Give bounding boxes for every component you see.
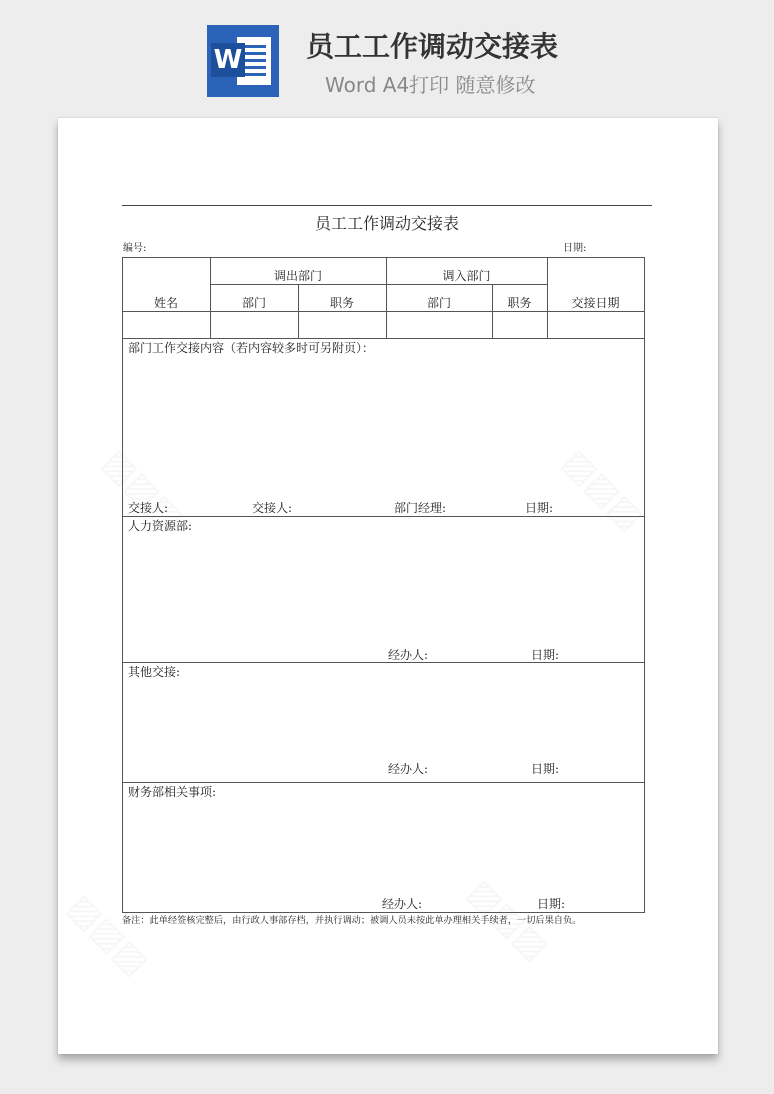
dept-handover-heading: 部门工作交接内容（若内容较多时可另附页）： — [128, 341, 375, 355]
other-heading: 其他交接: — [128, 665, 181, 679]
other-handler-label: 经办人: — [388, 762, 429, 776]
header-in-dept: 调入部门 — [442, 269, 491, 283]
header-name: 姓名 — [153, 296, 178, 310]
finance-handler-label: 经办人: — [382, 897, 423, 911]
header-in-dept-dept: 部门 — [426, 296, 451, 310]
grid-line — [122, 782, 645, 783]
number-label: 编号: — [123, 243, 147, 254]
in-position-input-cell[interactable] — [493, 312, 547, 338]
banner-title: 员工工作调动交接表 — [306, 30, 559, 63]
finance-heading: 财务部相关事项: — [128, 785, 217, 799]
in-dept-input-cell[interactable] — [387, 312, 492, 338]
finance-date-label: 日期: — [537, 897, 566, 911]
grid-line — [122, 516, 645, 517]
dept-manager-label: 部门经理: — [394, 501, 447, 515]
header-handover-date: 交接日期 — [571, 296, 620, 310]
header-out-dept-dept: 部门 — [241, 296, 266, 310]
hr-date-label: 日期: — [531, 648, 560, 662]
header-out-dept-position: 职务 — [329, 296, 354, 310]
out-dept-input-cell[interactable] — [211, 312, 298, 338]
handover-date-input-cell[interactable] — [548, 312, 644, 338]
other-date-label: 日期: — [531, 762, 560, 776]
handover-person-1-label: 交接人: — [128, 501, 169, 515]
date-label: 日期: — [563, 243, 587, 254]
footnote: 备注：此单经签核完整后，由行政人事部存档，并执行调动；被调人员未按此单办理相关手续者，一切后果自负。 — [122, 915, 582, 926]
word-logo-icon — [207, 25, 279, 97]
handover-person-2-label: 交接人: — [252, 501, 293, 515]
header-out-dept: 调出部门 — [273, 269, 322, 283]
hr-heading: 人力资源部: — [128, 519, 193, 533]
top-rule — [122, 205, 652, 206]
grid-line — [122, 257, 123, 912]
grid-line — [122, 662, 645, 663]
grid-line — [644, 257, 645, 912]
hr-handler-label: 经办人: — [388, 648, 429, 662]
grid-line — [210, 284, 547, 285]
banner-subtitle: Word A4打印 随意修改 — [325, 73, 536, 97]
out-position-input-cell[interactable] — [299, 312, 386, 338]
grid-line — [122, 338, 645, 339]
paper-sheet — [58, 118, 718, 1054]
dept-handover-date-label: 日期: — [525, 501, 554, 515]
header-in-dept-position: 职务 — [507, 296, 532, 310]
grid-line — [122, 257, 645, 258]
name-input-cell[interactable] — [123, 312, 210, 338]
document-title: 员工工作调动交接表 — [314, 214, 459, 233]
grid-line — [122, 912, 645, 913]
logo-letter: W — [211, 43, 245, 77]
